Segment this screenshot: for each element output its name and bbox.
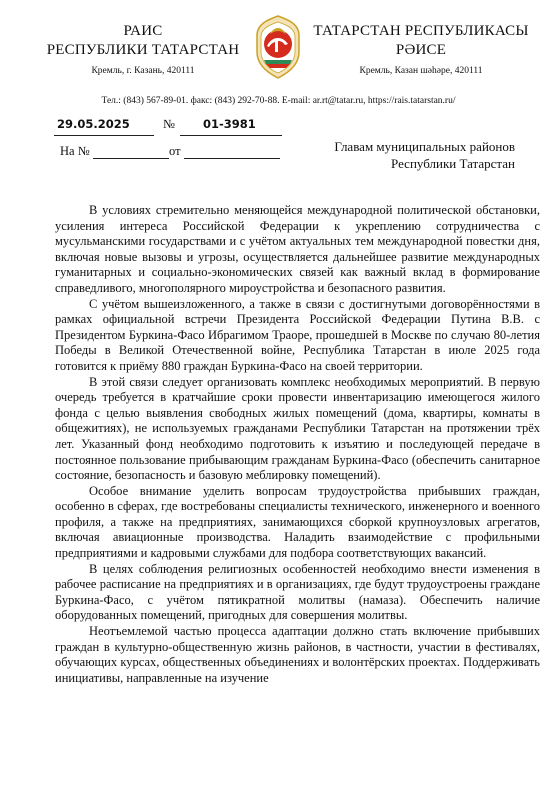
registration-date: 29.05.2025 <box>57 117 130 131</box>
body-paragraph: С учётом вышеизложенного, а также в связи с достигнутыми договорённостями в рамках официальной встречи Президента Российской Федерации Путина В.В. с Президентом Буркина-Фасо Ибрагимом Траоре, прошедшей в Москве по случаю 80-летия Победы в Великой Отечественной войне, Республика Татарстан в июле 2025 года готовится к приёму 880 граждан Буркина-Фасо на своей территории. <box>55 296 540 373</box>
registration-number: 01-3981 <box>203 117 256 131</box>
addressee-block <box>285 138 515 172</box>
header-left-block <box>28 22 258 78</box>
contacts-line: Тел.: (843) 567-89-01. факс: (843) 292-70-88. E-mail: ar.rt@tatar.ru, https://rais.tatarstan.ru/ <box>101 96 456 106</box>
addressee-line-2: Республики Татарстан <box>391 156 515 171</box>
header-right-title-2: РӘИСЕ <box>395 42 447 58</box>
body-paragraph: В этой связи следует организовать комплекс необходимых мероприятий. В первую очередь требуется в кратчайшие сроки провести инвентаризацию имеющегося жилого фонда с целью выявления свободных жилых помещений (дома, квартиры, комнаты в общежитиях), не используемых гражданами Республики Татарстан на протяжении трёх лет. Указанный фонд необходимо подготовить к изъятию и последующей передаче в постоянное пользование прибывающим гражданам Буркина-Фасо (обеспечить санитарное состояние, безопасность и базовую меблировку помещений). <box>55 374 540 483</box>
body-paragraph: Особое внимание уделить вопросам трудоустройства прибывших граждан, особенно в сферах, где востребованы специалисты технического, инженерного и военного профиля, а также на предприятиях, занимающихся сборкой крупноузловых агрегатов, включая авиационные производства. Наладить взаимодействие с профильными предприятиями и кадровыми службами для подбора соответствующих вакансий. <box>55 483 540 561</box>
addressee-line-1: Главам муниципальных районов <box>334 139 515 154</box>
reply-to-label: На № <box>60 144 90 158</box>
letter-body <box>55 203 540 686</box>
date-underline <box>54 135 154 136</box>
header-right-title-1: ТАТАРСТАН РЕСПУБЛИКАСЫ <box>313 23 529 39</box>
body-paragraph: В условиях стремительно меняющейся международной политической обстановки, усиления интереса Российской Федерации к укреплению сотрудничества с мусульманскими государствами и с учётом актуальных тем международной повестки дня, включая новые вызовы и угрозы, осуществляется дальнейшее развитие международных гуманитарных и социально-экономических связей как важный вклад в формирование справедливого, многополярного мироустройства и безопасного развития. <box>55 203 540 295</box>
reply-number-underline <box>93 158 169 159</box>
number-underline <box>180 135 282 136</box>
header-left-title-1: РАИС <box>123 23 163 39</box>
header-right-block <box>296 22 546 78</box>
header-left-title-2: РЕСПУБЛИКИ ТАТАРСТАН <box>46 42 240 58</box>
header-left-address: Кремль, г. Казань, 420111 <box>91 66 195 76</box>
from-label: от <box>169 144 181 158</box>
reply-date-underline <box>184 158 280 159</box>
header-right-address: Кремль, Казан шәһәре, 420111 <box>359 66 483 76</box>
reply-reference-line <box>60 144 181 159</box>
registration-number-label: № <box>163 117 175 131</box>
body-paragraph: В целях соблюдения религиозных особенностей необходимо внести изменения в рабочее расписание на предприятиях и в организациях, где будут трудоустроены граждане Буркина-Фасо, с учётом пятикратной молитвы (намаза). Обеспечить наличие оборудованных помещений, пригодных для совершения молитвы. <box>55 561 540 623</box>
body-paragraph: Неотъемлемой частью процесса адаптации должно стать включение прибывших граждан в культурно-общественную жизнь районов, в частности, участии в фестивалях, обучающих курсах, общественных объединениях и волонтёрских проектах. Поддерживать инициативы, направленные на изучение <box>55 624 540 685</box>
